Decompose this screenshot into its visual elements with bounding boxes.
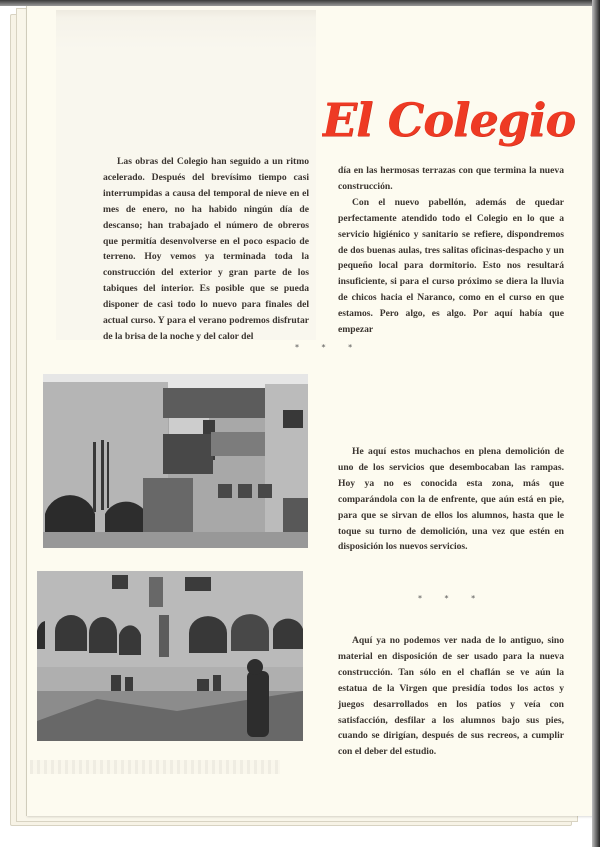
- photo-2-caption: [338, 633, 564, 760]
- paragraph: Las obras del Colegio han seguido a un ritmo acelerado. Después del brevísimo tiempo casi interrumpidas a causa del temporal de nieve en el mes de enero, no ha habido ningún día de descanso; han trabajado el número de obreros que permitía desenvolverse en el poco espacio de terreno. Hoy vemos ya terminada toda la construcción del exterior y gran parte de los tabiques del interior. Es posible que se pueda disponer de casi todo lo nuevo para finales del actual curso. Y para el verano podremos disfrutar de la brisa de la noche y del calor del: [103, 156, 309, 342]
- scan-right-edge: [592, 0, 600, 847]
- photo-1-caption: [338, 444, 564, 555]
- section-separator: * * *: [418, 594, 486, 603]
- photo-courtyard: [37, 571, 303, 741]
- page-title: El Colegio: [322, 93, 575, 147]
- building-photo-icon: [43, 374, 308, 548]
- article-column-2: [338, 163, 564, 338]
- courtyard-photo-icon: [37, 571, 303, 741]
- scan-artifact: [30, 760, 280, 774]
- paragraph: Con el nuevo pabellón, además de quedar perfectamente atendido todo el Colegio en lo que a servicio higiénico y sanitario se refiere, dispondremos de dos buenas aulas, tres salitas oficinas-despacho y un pequeño local para dormitorio. Esto nos resultará insuficiente, si para el curso próximo se diera la lluvia de chicos hacia el Naranco, como en el curso en que estamos. Pero algo, es algo. Por aquí había que empezar: [338, 196, 564, 336]
- photo-demolition: [43, 374, 308, 548]
- article-column-1: [103, 154, 309, 345]
- paragraph: He aquí estos muchachos en plena demolición de uno de los servicios que desembocaban las rampas. Hoy ya no es conocida esta zona, más que comparándola con la de enfrente, que aún está en pie, para que se sirvan de ellos los alumnos, hasta que le toque su turno de demolición, una vez que estén en disposición los nuevos servicios.: [338, 446, 564, 553]
- paragraph: Aquí ya no podemos ver nada de lo antiguo, sino material en disposición de ser usado para la nueva construcción. Tan sólo en el chaflán se ve aún la estatua de la Virgen que presidía todos los actos y juegos desarrollados en los patios y veía con satisfacción, desfilar a los alumnos bajo sus pies, cuando se dirigían, después de sus recreos, a cumplir con el deber del estudio.: [338, 635, 564, 758]
- section-separator: * * *: [295, 343, 363, 352]
- paragraph: día en las hermosas terrazas con que termina la nueva construcción.: [338, 165, 564, 192]
